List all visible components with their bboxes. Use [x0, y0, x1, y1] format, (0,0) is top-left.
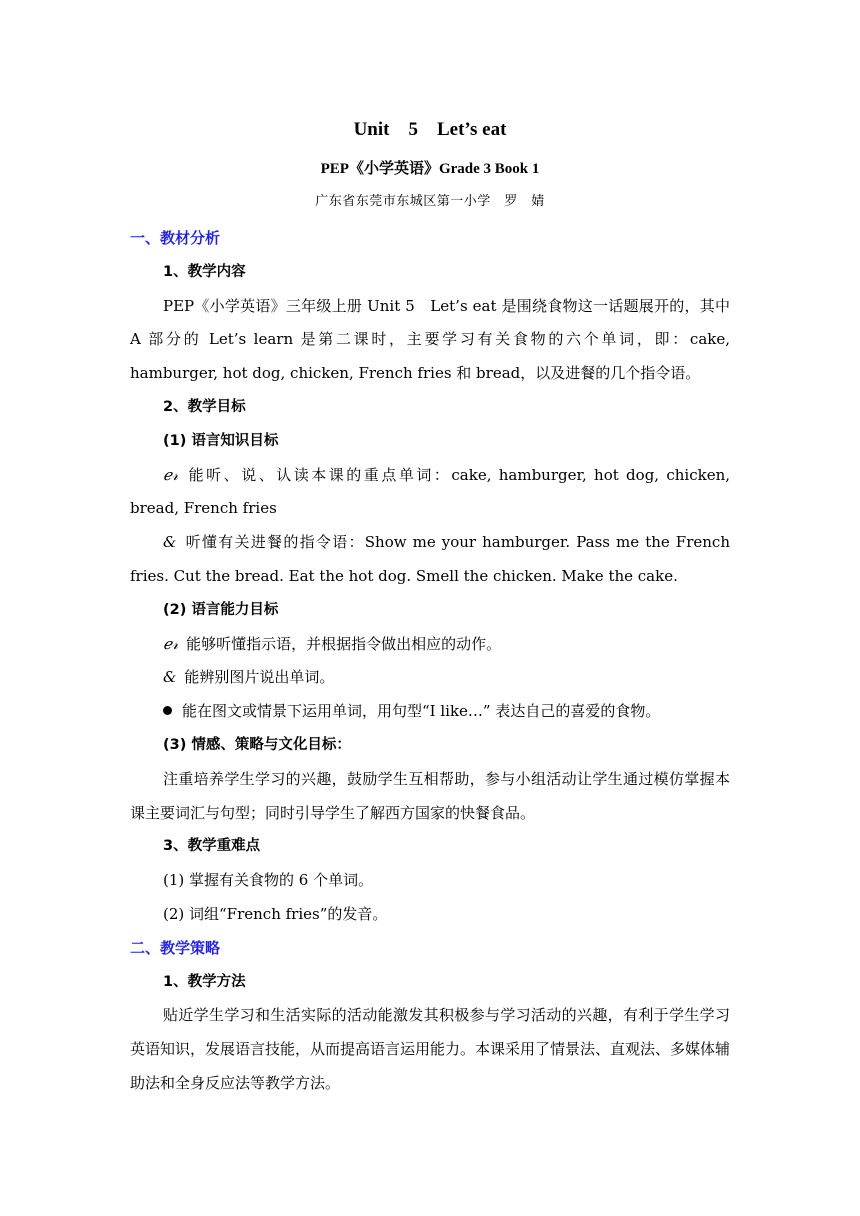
list-item-ability-c	[130, 695, 730, 729]
bullet-symbol-icon: ℯ𝓇	[163, 465, 179, 484]
subheading-key-points: 3、教学重难点	[163, 838, 261, 855]
list-item-key-b: (2) 词组“French fries”的发音。	[163, 904, 388, 923]
paragraph-content: PEP《小学英语》三年级上册 Unit 5 Let’s eat 是围绕食物这一话题展开的，其中 A 部分的 Let’s learn 是第二课时，主要学习有关食物的六个单词，即：cake, hamburger, hot dog, chicken, French fries 和 bread，以及进餐的几个指令语。	[130, 296, 730, 383]
subheading-ability-goals: (2) 语言能力目标	[163, 601, 279, 618]
paragraph-methods: 贴近学生学习和生活实际的活动能激发其积极参与学习活动的兴趣，有利于学生学习英语知识，发展语言技能，从而提高语言运用能力。本课采用了情景法、直观法、多媒体辅助法和全身反应法等教学方法。	[130, 1006, 731, 1092]
subheading-knowledge-goals: (1) 语言知识目标	[163, 432, 279, 449]
subheading-goals: 2、教学目标	[163, 398, 246, 415]
document-title: Unit 5 Let’s eat	[353, 119, 507, 140]
section-heading-analysis: 一、教材分析	[130, 229, 221, 247]
list-item-ability-a	[130, 628, 730, 662]
paragraph-affective: 注重培养学生学习的兴趣，鼓励学生互相帮助，参与小组活动让学生通过模仿掌握本课主要词汇与句型；同时引导学生了解西方国家的快餐食品。	[130, 769, 730, 822]
bullet-symbol-icon: ℯ𝓇	[163, 634, 179, 653]
document-body	[130, 222, 730, 1101]
list-item-key-a: (1) 掌握有关食物的 6 个单词。	[163, 871, 374, 890]
list-item-text: 能听、说、认读本课的重点单词：cake, hamburger, hot dog, chicken, bread, French fries	[130, 465, 730, 518]
list-item-text: 听懂有关进餐的指令语：Show me your hamburger. Pass me the French fries. Cut the bread. Eat the hot dog. Smell the chicken. Make the cake.	[130, 533, 730, 585]
list-item-text: 能辨别图片说出单词。	[184, 668, 335, 687]
list-item-text: 能够听懂指示语，并根据指令做出相应的动作。	[186, 634, 502, 653]
subheading-affective-goals: (3) 情感、策略与文化目标：	[163, 736, 351, 753]
list-item-text: 能在图文或情景下运用单词，用句型“I like…” 表达自己的喜爱的食物。	[182, 702, 661, 721]
list-item-knowledge-a	[130, 459, 730, 527]
list-item-knowledge-b	[130, 526, 730, 594]
subheading-methods: 1、教学方法	[163, 973, 246, 990]
section-heading-strategy: 二、教学策略	[130, 938, 221, 957]
ampersand-bullet-icon: &	[163, 533, 177, 552]
bullet-dot-icon	[163, 706, 172, 715]
subheading-content: 1、教学内容	[163, 263, 246, 280]
ampersand-bullet-icon: &	[163, 668, 177, 687]
document-subtitle: PEP《小学英语》Grade 3 Book 1	[320, 161, 540, 177]
author-line: 广东省东莞市东城区第一小学 罗 婧	[315, 194, 545, 209]
list-item-ability-b	[130, 661, 730, 695]
